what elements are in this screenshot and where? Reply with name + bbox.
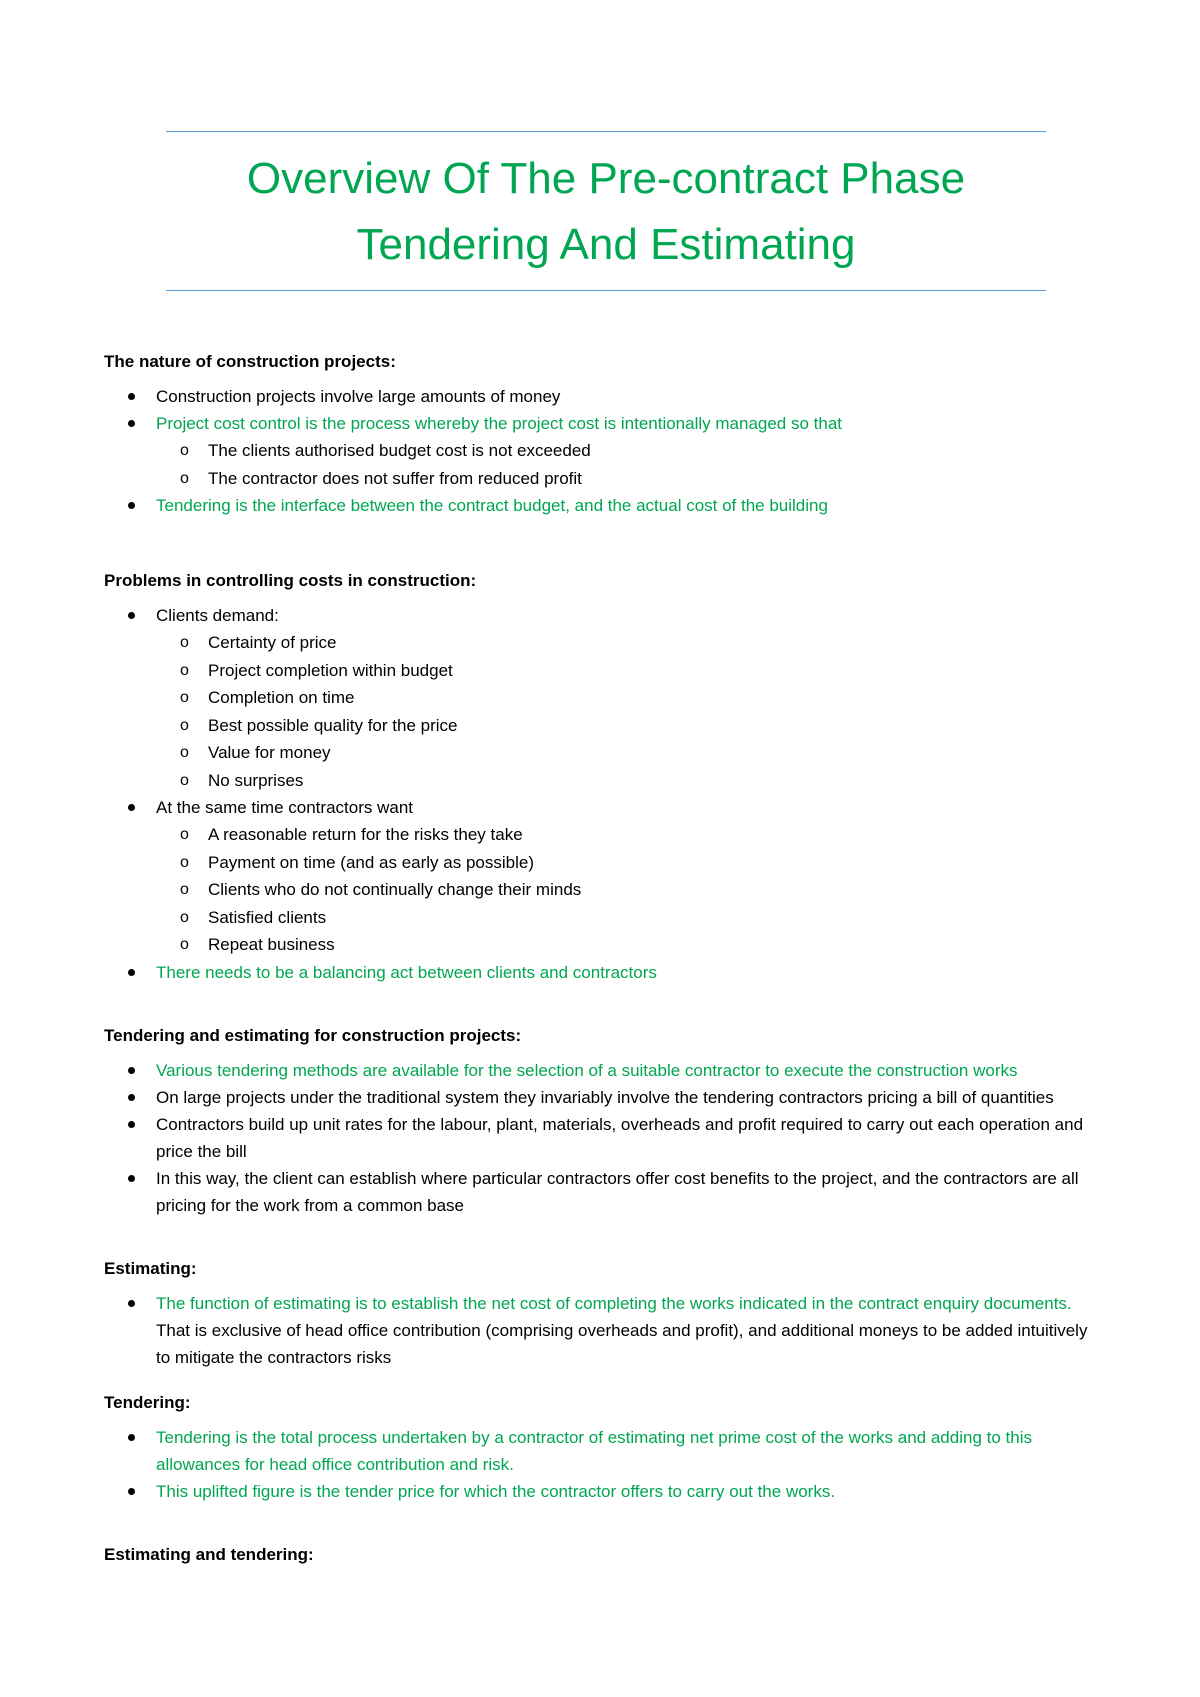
section-heading: Problems in controlling costs in construction: <box>104 571 477 590</box>
sub-item-text: The clients authorised budget cost is not exceeded <box>208 441 591 460</box>
bullet-icon <box>128 420 135 427</box>
list-item-text: Construction projects involve large amounts of money <box>156 387 561 406</box>
sub-list-item <box>104 437 1104 465</box>
document-body <box>104 348 1104 1568</box>
section-heading: Tendering and estimating for construction projects: <box>104 1025 522 1045</box>
list-item <box>104 1424 1104 1478</box>
list-item <box>104 1084 1104 1111</box>
list-item <box>104 1478 1104 1505</box>
bullet-icon <box>128 1300 135 1307</box>
list-item-text: This uplifted figure is the tender price for which the contractor offers to carry out the works. <box>156 1481 836 1501</box>
sub-item-text: Certainty of price <box>208 633 337 652</box>
title-line-2: Tendering And Estimating <box>356 220 856 269</box>
list-item <box>104 1165 1104 1219</box>
circle-bullet-icon: o <box>180 442 189 459</box>
section-nature <box>104 348 1104 519</box>
circle-bullet-icon: o <box>180 469 189 487</box>
bullet-icon <box>128 393 135 400</box>
sub-list <box>156 821 1104 959</box>
list-item-text: Various tendering methods are available for the selection of a suitable contractor to execute the construction works <box>156 1060 1018 1080</box>
list-item <box>104 410 1104 492</box>
sub-list-item <box>104 876 1104 904</box>
bullet-list <box>104 1424 1104 1505</box>
sub-list-item <box>104 931 1104 959</box>
sub-list-item <box>104 465 1104 493</box>
sub-list-item <box>104 629 1104 657</box>
list-item <box>104 1290 1104 1371</box>
list-item <box>104 383 1104 410</box>
bullet-icon <box>128 1067 135 1074</box>
list-item-text: Tendering is the interface between the contract budget, and the actual cost of the building <box>156 496 828 515</box>
circle-bullet-icon: o <box>180 771 189 789</box>
sub-list-item <box>104 904 1104 932</box>
bullet-icon <box>128 1094 135 1101</box>
list-item <box>104 959 1104 986</box>
sub-list-item <box>104 712 1104 740</box>
sub-item-text: Project completion within budget <box>208 660 453 680</box>
list-item <box>104 1111 1104 1165</box>
list-item-text: The function of estimating is to establish the net cost of completing the works indicated in the contract enquiry documents. <box>156 1293 1072 1313</box>
list-item-text: Clients demand: <box>156 606 279 625</box>
bullet-list <box>104 383 1104 519</box>
section-heading: Estimating: <box>104 1258 197 1278</box>
sub-item-text: Payment on time (and as early as possible) <box>208 852 534 872</box>
list-item-tail-text: That is exclusive of head office contribution (comprising overheads and profit), and additional moneys to be added intuitively to mitigate the contractors risks <box>156 1320 1088 1367</box>
sub-item-text: Satisfied clients <box>208 907 327 927</box>
circle-bullet-icon: o <box>180 936 189 953</box>
list-item <box>104 492 1104 519</box>
sub-list-item <box>104 739 1104 767</box>
bullet-list <box>104 602 1104 986</box>
bullet-list <box>104 1057 1104 1219</box>
circle-bullet-icon: o <box>180 689 189 706</box>
section-heading: Estimating and tendering: <box>104 1544 314 1564</box>
list-item-text: Tendering is the total process undertaken by a contractor of estimating net prime cost of the works and adding to this allowances for head office contribution and risk. <box>156 1427 1032 1474</box>
circle-bullet-icon: o <box>180 661 189 679</box>
bullet-icon <box>128 804 135 811</box>
bullet-icon <box>128 612 135 619</box>
sub-list <box>156 629 1104 794</box>
circle-bullet-icon: o <box>180 716 189 734</box>
sub-list-item <box>104 767 1104 795</box>
section-estimating <box>104 1255 1104 1371</box>
section-problems <box>104 567 1104 986</box>
list-item-text: Contractors build up unit rates for the labour, plant, materials, overheads and profit required to carry out each operation and price the bill <box>156 1114 1084 1161</box>
list-item-text: In this way, the client can establish where particular contractors offer cost benefits to the project, and the contractors are all pricing for the work from a common base <box>156 1168 1079 1215</box>
title-line-1: Overview Of The Pre-contract Phase <box>246 154 966 203</box>
sub-item-text: Repeat business <box>208 935 335 954</box>
circle-bullet-icon: o <box>180 634 189 651</box>
sub-item-text: Completion on time <box>208 688 355 707</box>
sub-item-text: The contractor does not suffer from reduced profit <box>208 468 582 488</box>
section-tendering <box>104 1389 1104 1505</box>
title-bottom-rule <box>166 290 1046 291</box>
sub-item-text: A reasonable return for the risks they take <box>208 825 523 844</box>
sub-list-item <box>104 821 1104 849</box>
circle-bullet-icon: o <box>180 853 189 871</box>
bullet-icon <box>128 1434 135 1441</box>
sub-list-item <box>104 657 1104 685</box>
circle-bullet-icon: o <box>180 908 189 926</box>
section-heading: Tendering: <box>104 1392 191 1412</box>
list-item-text: Project cost control is the process whereby the project cost is intentionally managed so that <box>156 414 843 433</box>
title-top-rule <box>166 131 1046 132</box>
sub-item-text: Best possible quality for the price <box>208 715 458 735</box>
sub-list-item <box>104 849 1104 877</box>
bullet-icon <box>128 969 135 976</box>
bullet-icon <box>128 502 135 509</box>
section-heading: The nature of construction projects: <box>104 352 396 371</box>
bullet-icon <box>128 1121 135 1128</box>
circle-bullet-icon: o <box>180 826 189 843</box>
list-item <box>104 794 1104 959</box>
sub-item-text: No surprises <box>208 770 304 790</box>
list-item <box>104 602 1104 794</box>
list-item-text: At the same time contractors want <box>156 798 413 817</box>
bullet-icon <box>128 1175 135 1182</box>
sub-item-text: Value for money <box>208 743 331 762</box>
sub-item-text: Clients who do not continually change their minds <box>208 880 582 899</box>
bullet-icon <box>128 1488 135 1495</box>
circle-bullet-icon: o <box>180 744 189 761</box>
list-item-text: There needs to be a balancing act between clients and contractors <box>156 962 657 982</box>
sub-list <box>156 437 1104 492</box>
bullet-list <box>104 1290 1104 1371</box>
sub-list-item <box>104 684 1104 712</box>
section-tendering-estimating <box>104 1022 1104 1219</box>
list-item-text: On large projects under the traditional system they invariably involve the tendering contractors pricing a bill of quantities <box>156 1087 1054 1107</box>
circle-bullet-icon: o <box>180 881 189 898</box>
section-estimating-tendering <box>104 1541 1104 1568</box>
list-item <box>104 1057 1104 1084</box>
